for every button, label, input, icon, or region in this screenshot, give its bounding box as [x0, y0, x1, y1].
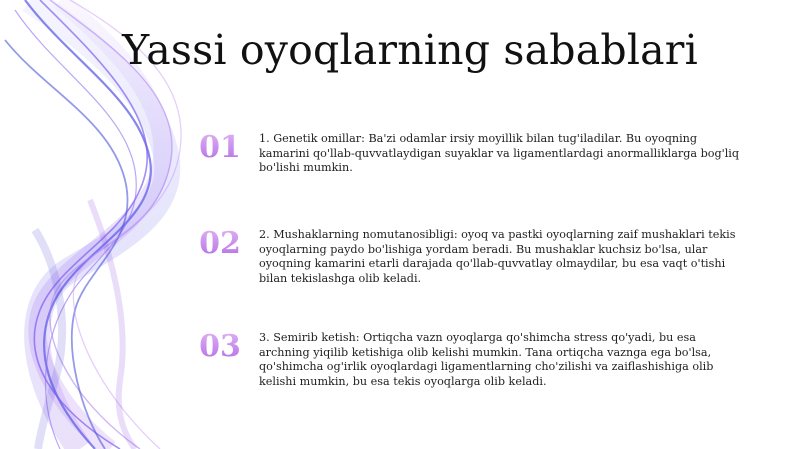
item-number: 01 [195, 131, 245, 165]
slide-title: Yassi oyoqlarning sabablari [122, 26, 698, 74]
item-text: 2. Mushaklarning nomutanosibligi: oyoq va pastki oyoqlarning zaif mushaklari tekis oyoqlarning paydo bo'lishiga yordam beradi. Bu mushaklar kuchsiz bo'lsa, ular oyoqning kamarini etarli darajada qo'llab-quvvatlay olmaydilar, bu esa vaqt o'tishi bilan tekislashga olib keladi. [259, 228, 736, 285]
item-text: 1. Genetik omillar: Ba'zi odamlar irsiy moyillik bilan tug'iladilar. Bu oyoqning kamarini qo'llab-quvvatlaydigan suyaklar va ligamentlardagi anormalliklarga bog'liq bo'lishi mumkin. [259, 132, 740, 175]
item-number: 02 [195, 227, 245, 261]
item-number: 03 [195, 330, 245, 364]
item-text: 3. Semirib ketish: Ortiqcha vazn oyoqlarga qo'shimcha stress qo'yadi, bu esa archning yiqilib ketishiga olib kelishi mumkin. Tana ortiqcha vaznga ega bo'lsa, qo'shimcha og'irlik oyoqlardagi ligamentlarning cho'zilishi va zaiflashishiga olib kelishi mumkin, bu esa tekis oyoqlarga olib keladi. [259, 331, 714, 388]
